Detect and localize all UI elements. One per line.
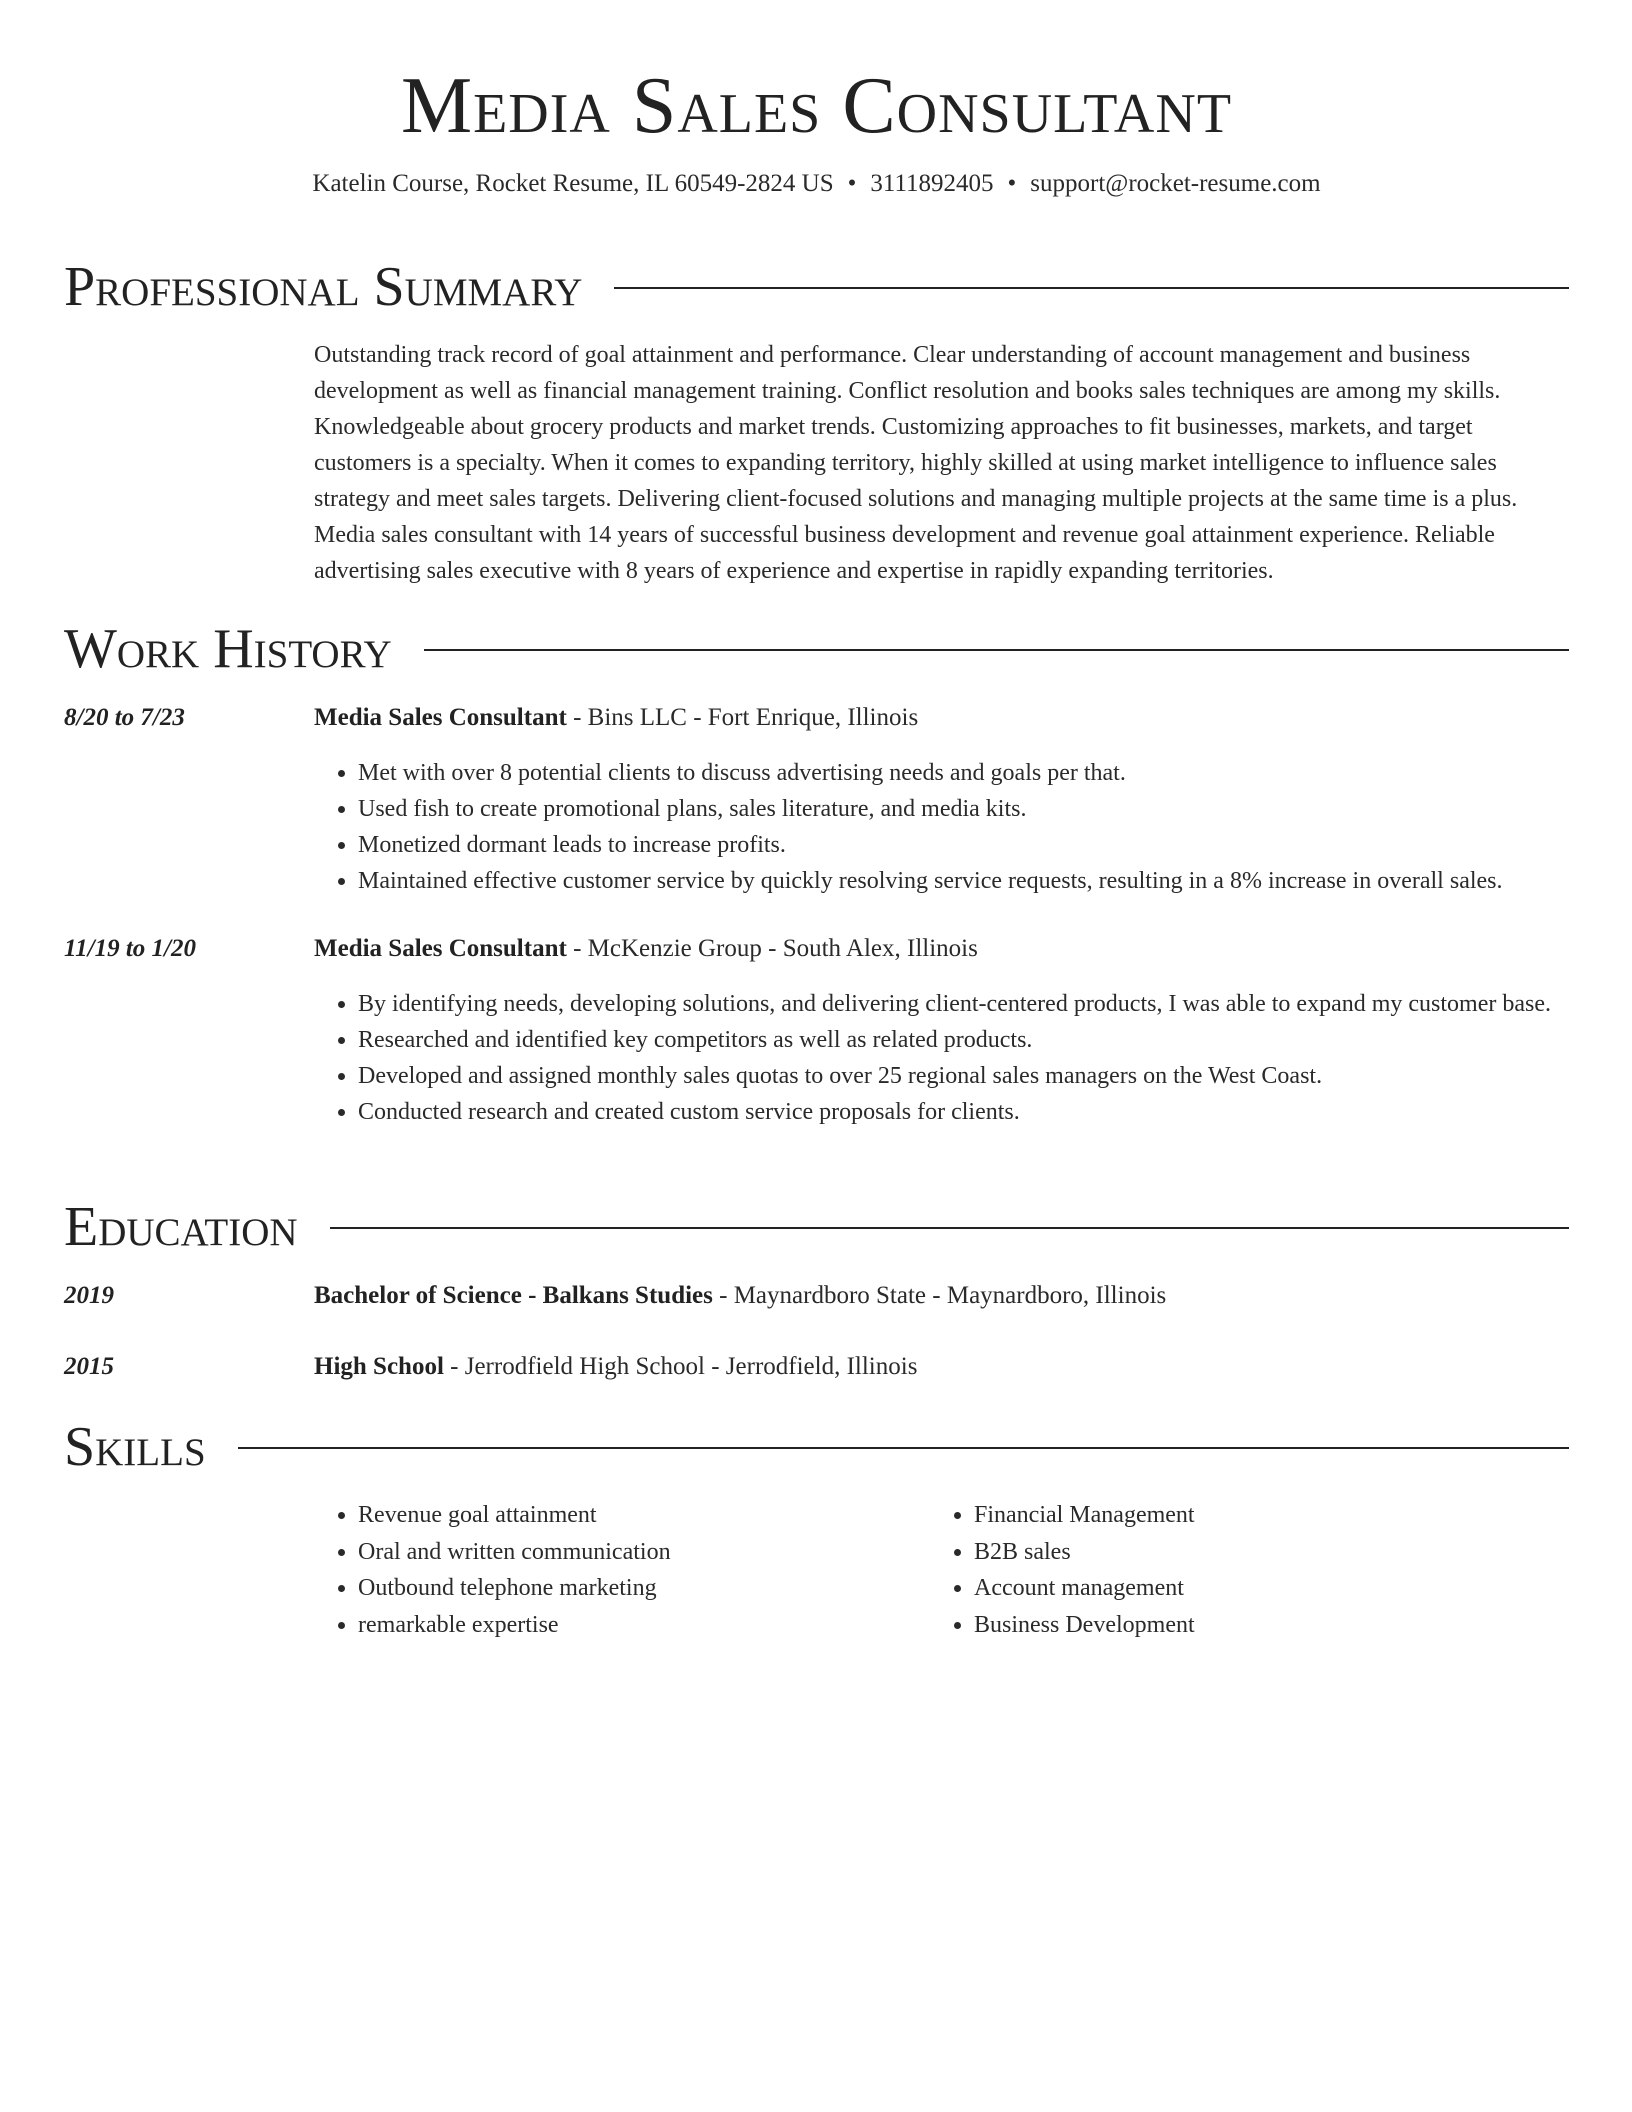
skills-heading: Skills (64, 1416, 206, 1478)
skill-item: • Business Development (974, 1607, 1546, 1644)
education-year: 2015 (64, 1353, 114, 1380)
degree-name: Bachelor of Science - Balkans Studies (314, 1282, 713, 1309)
phone-text: 3111892405 (870, 170, 994, 197)
job-title-line (314, 931, 978, 967)
education-line (314, 1349, 917, 1385)
school-details: - Jerrodfield High School - Jerrodfield, Illinois (443, 1353, 918, 1380)
job-bullet: • By identifying needs, developing solutions, and delivering client-centered products, I was able to expand my customer base. (358, 986, 1572, 1022)
job-bullet: • Met with over 8 potential clients to discuss advertising needs and goals per that. (358, 755, 1572, 791)
job-bullets (314, 986, 1572, 1130)
education-section-header (64, 1197, 1569, 1257)
job-bullet: • Monetized dormant leads to increase profits. (358, 827, 1572, 863)
summary-text: Outstanding track record of goal attainment and performance. Clear understanding of account management and business development as well as financial management training. Conflict resolution and books sales techniques are among my skills. Knowledgeable about grocery products and market trends. Customizing approaches to fit businesses, markets, and target customers is a specialty. When it comes to expanding territory, highly skilled at using market intelligence to influence sales strategy and meet sales targets. Delivering client-focused solutions and managing multiple projects at the same time is a plus. Media sales consultant with 14 years of successful business development and revenue goal attainment experience. Reliable advertising sales executive with 8 years of experience and expertise in rapidly expanding territories. (314, 342, 1518, 584)
job-details: - Bins LLC - Fort Enrique, Illinois (566, 704, 919, 731)
address-text: Katelin Course, Rocket Resume, IL 60549-2824 US (312, 170, 834, 197)
education-year: 2019 (64, 1282, 114, 1309)
job-title: Media Sales Consultant (314, 704, 567, 731)
summary-heading: Professional Summary (64, 256, 583, 318)
job-title-line (314, 700, 918, 736)
education-line (314, 1278, 1166, 1314)
job-dates: 8/20 to 7/23 (64, 704, 185, 731)
skill-item: • Account management (974, 1570, 1546, 1607)
education-heading: Education (64, 1196, 298, 1258)
job-bullet: • Researched and identified key competitors as well as related products. (358, 1022, 1572, 1058)
job-bullet: • Developed and assigned monthly sales quotas to over 25 regional sales managers on the West Coast. (358, 1058, 1572, 1094)
job-bullet: • Conducted research and created custom service proposals for clients. (358, 1094, 1572, 1130)
separator-dot: • (1007, 170, 1017, 197)
degree-name: High School (314, 1353, 444, 1380)
candidate-title: Media Sales Consultant (400, 62, 1233, 150)
job-bullet: • Maintained effective customer service by quickly resolving service requests, resulting in a 8% increase in overall sales. (358, 863, 1572, 899)
skills-list (314, 1497, 1572, 1643)
separator-dot: • (847, 170, 857, 197)
job-details: - McKenzie Group - South Alex, Illinois (566, 935, 978, 962)
resume-page (64, 0, 1569, 1638)
job-title: Media Sales Consultant (314, 935, 567, 962)
skill-item: • Financial Management (974, 1497, 1546, 1534)
job-bullets (314, 755, 1572, 899)
skills-column-left (314, 1497, 930, 1643)
section-divider (330, 1227, 1569, 1229)
section-divider (424, 649, 1569, 651)
summary-section-header (64, 257, 1569, 317)
section-divider (238, 1447, 1569, 1449)
skill-item: • Revenue goal attainment (358, 1497, 930, 1534)
email-text: support@rocket-resume.com (1030, 170, 1321, 197)
contact-line (64, 168, 1569, 200)
section-divider (614, 287, 1569, 289)
skills-column-right (930, 1497, 1546, 1643)
school-details: - Maynardboro State - Maynardboro, Illinois (712, 1282, 1167, 1309)
work-heading: Work History (64, 618, 392, 680)
skills-section-header (64, 1417, 1569, 1477)
skill-item: • B2B sales (974, 1534, 1546, 1571)
job-bullet: • Used fish to create promotional plans, sales literature, and media kits. (358, 791, 1572, 827)
skill-item: • Oral and written communication (358, 1534, 930, 1571)
skill-item: • remarkable expertise (358, 1607, 930, 1644)
job-dates: 11/19 to 1/20 (64, 935, 196, 962)
work-section-header (64, 619, 1569, 679)
skill-item: • Outbound telephone marketing (358, 1570, 930, 1607)
